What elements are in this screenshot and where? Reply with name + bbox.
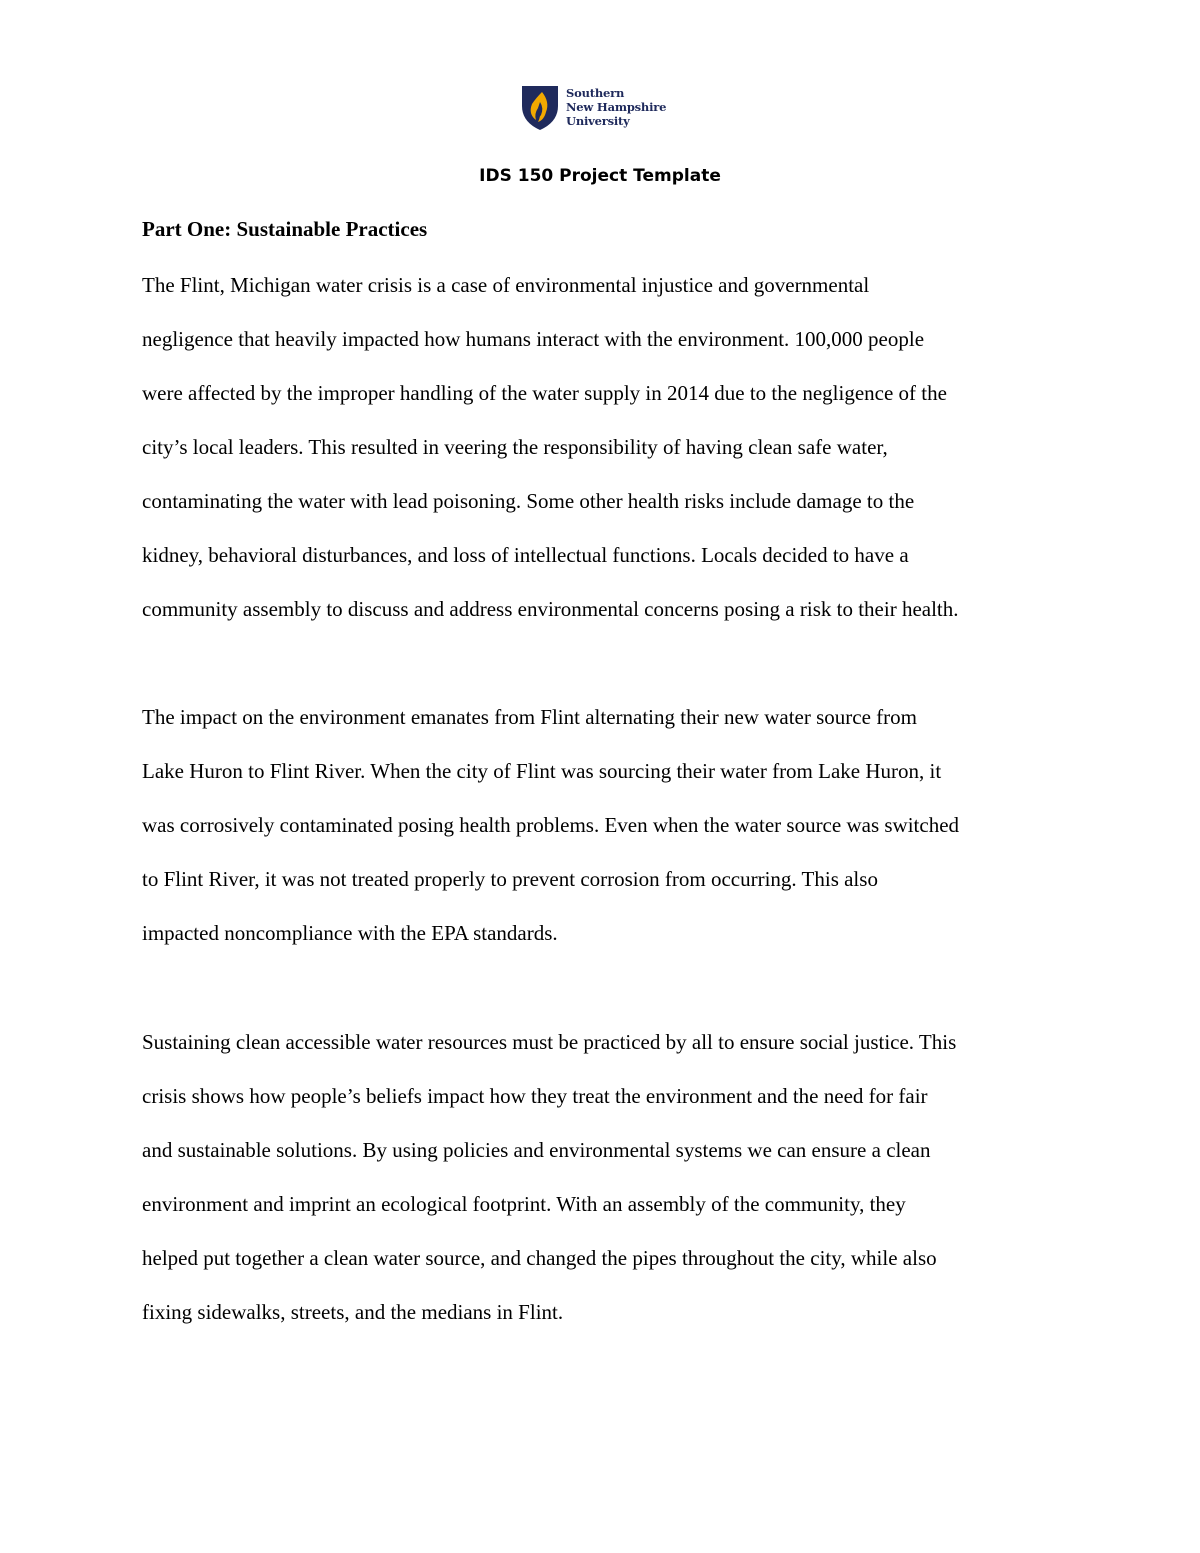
paragraph-line: The Flint, Michigan water crisis is a case of environmental injustice and governmental [142, 273, 870, 297]
paragraph-line: The impact on the environment emanates from Flint alternating their new water source from [142, 705, 917, 729]
paragraph-line: helped put together a clean water source, and changed the pipes throughout the city, while also [142, 1246, 937, 1270]
paragraph-line: fixing sidewalks, streets, and the medians in Flint. [142, 1300, 564, 1324]
paragraph-line: to Flint River, it was not treated properly to prevent corrosion from occurring. This also [142, 867, 878, 891]
logo-wordmark [566, 86, 666, 128]
paragraph-2 [142, 690, 1072, 960]
logo-line-3: University [566, 114, 630, 128]
paragraph-line: and sustainable solutions. By using policies and environmental systems we can ensure a clean [142, 1138, 931, 1162]
shield-flame-icon [520, 84, 560, 132]
document-title: IDS 150 Project Template [479, 166, 721, 186]
paragraph-line: kidney, behavioral disturbances, and loss of intellectual functions. Locals decided to have a [142, 543, 909, 567]
paragraph-line: impacted noncompliance with the EPA standards. [142, 921, 558, 945]
section-heading: Part One: Sustainable Practices [142, 217, 428, 241]
paragraph-line: contaminating the water with lead poisoning. Some other health risks include damage to the [142, 489, 915, 513]
paragraph-line: environment and imprint an ecological footprint. With an assembly of the community, they [142, 1192, 906, 1216]
paragraph-line: city’s local leaders. This resulted in veering the responsibility of having clean safe water, [142, 435, 888, 459]
paragraph-line: Sustaining clean accessible water resources must be practiced by all to ensure social justice. This [142, 1030, 957, 1054]
paragraph-line: community assembly to discuss and address environmental concerns posing a risk to their health. [142, 597, 959, 621]
paragraph-1 [142, 258, 1072, 636]
paragraph-line: were affected by the improper handling of the water supply in 2014 due to the negligence of the [142, 381, 947, 405]
snhu-logo [520, 84, 700, 136]
paragraph-line: crisis shows how people’s beliefs impact how they treat the environment and the need for fair [142, 1084, 928, 1108]
paragraph-line: Lake Huron to Flint River. When the city of Flint was sourcing their water from Lake Huron, it [142, 759, 942, 783]
paragraph-line: negligence that heavily impacted how humans interact with the environment. 100,000 people [142, 327, 925, 351]
logo-line-1: Southern [566, 86, 625, 100]
logo-line-2: New Hampshire [566, 100, 667, 114]
paragraph-line: was corrosively contaminated posing health problems. Even when the water source was switched [142, 813, 960, 837]
paragraph-3 [142, 1015, 1072, 1339]
